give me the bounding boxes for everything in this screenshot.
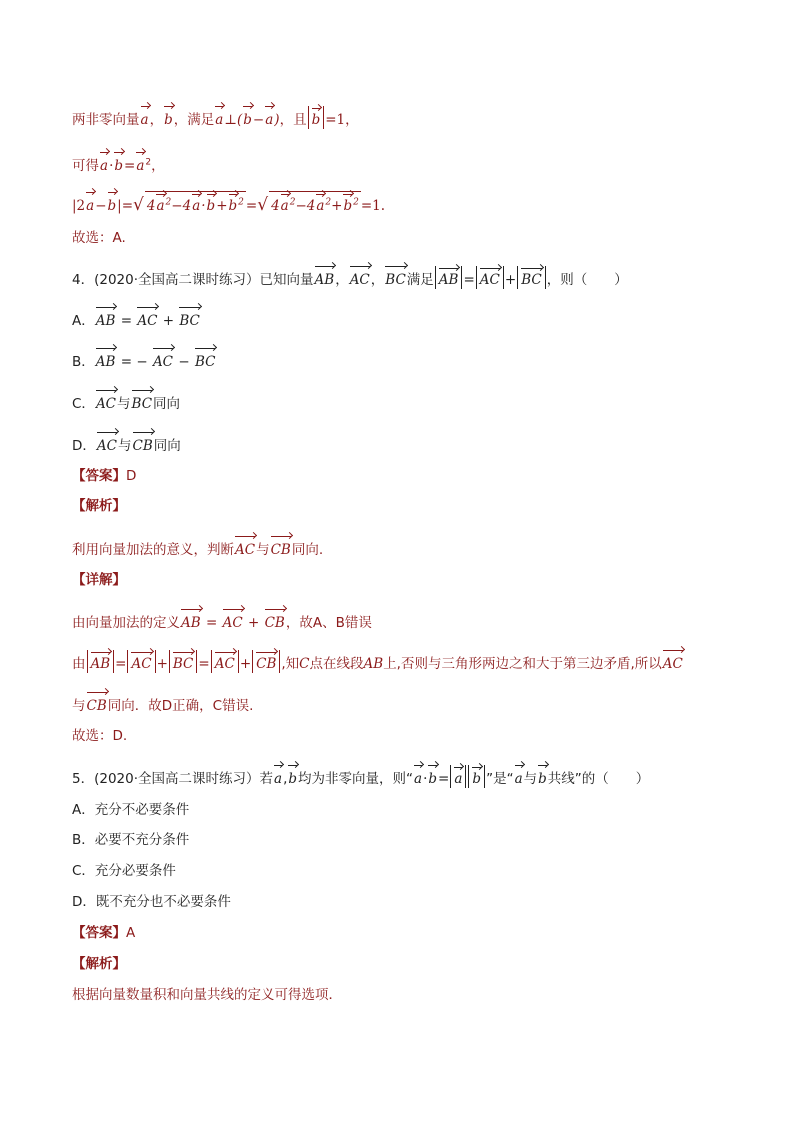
question-5-analysis-label: 【解析】 [72,956,126,972]
question-5-option-c[interactable]: C．充分必要条件 [72,863,176,879]
question-4-title: 4．(2020·全国高二课时练习）已知向量AB，AC，BC满足 AB = AC + BC ，则（ ） [72,264,628,290]
solution-line-1: 两非零向量a，b，满足a⊥(b−a)，且 b =1， [72,104,359,130]
question-4-analysis: 利用向量加法的意义，判断AC与CB同向. [72,534,323,560]
question-4-option-d[interactable]: D．AC与CB同向 [72,430,181,456]
question-4-choose: 故选：D. [72,728,128,744]
question-4-analysis-label: 【解析】 [72,498,126,514]
question-4-option-a[interactable]: A．AB = AC + BC [72,305,201,331]
question-5-option-d[interactable]: D．既不充分也不必要条件 [72,894,231,910]
vector-b: b [164,104,173,130]
question-4-detail-2: 由 AB = AC + BC = AC + CB ,知C点在线段AB上,否则与三角形两边之和大于第三边矛盾,所以AC [72,648,684,674]
question-4-option-b[interactable]: B．AB = − AC − BC [72,346,216,372]
question-4-answer: 【答案】D [72,468,137,484]
question-4-detail-label: 【详解】 [72,572,126,588]
text: 两非零向量 [72,112,140,128]
question-5-option-b[interactable]: B．必要不充分条件 [72,832,190,848]
question-5-analysis: 根据向量数量积和向量共线的定义可得选项． [72,987,342,1003]
vector-a: a [141,104,149,130]
question-5-title: 5．(2020·全国高二课时练习）若a,b均为非零向量，则“a·b= a b ”是“a与b共线”的（ ） [72,763,649,789]
question-5-answer: 【答案】A [72,925,136,941]
solution-line-2: 可得$a\cdot b=a^2$， [72,150,165,176]
choose-a-line: 故选：A. [72,230,126,246]
question-4-option-c[interactable]: C．AC与BC同向 [72,388,180,414]
solution-line-3: |2a−b|=√ $4a^2-4a\cdot b+b^2$ =√ $4a^2-4a^2+b^2 =1$. [72,190,385,216]
question-5-option-a[interactable]: A．充分不必要条件 [72,802,190,818]
question-4-detail-1: 由向量加法的定义AB = AC + CB，故A、B错误 [72,607,372,633]
question-4-detail-3: 与CB同向．故D正确，C错误. [72,690,253,716]
